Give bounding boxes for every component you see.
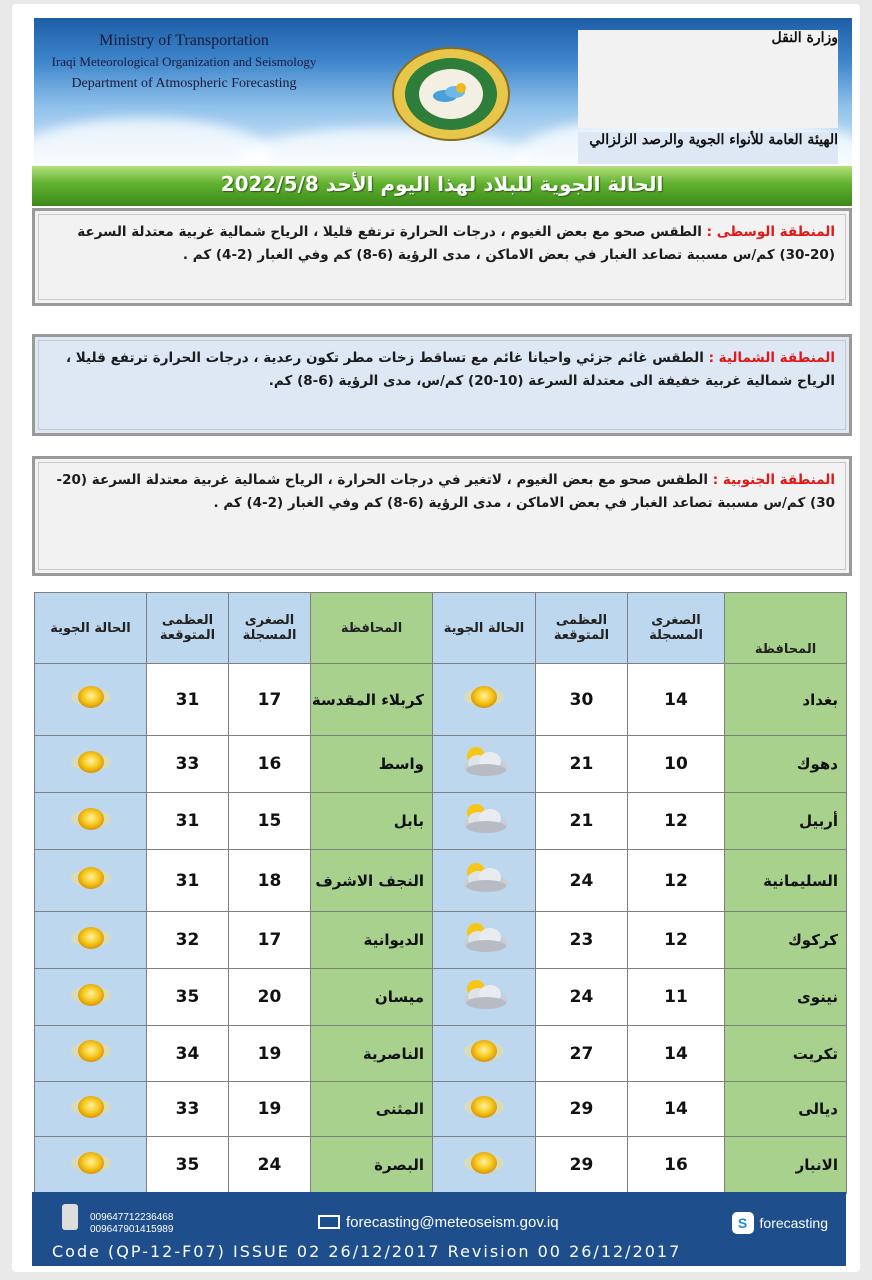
weather-condition-cell: [35, 664, 147, 736]
table-row: [35, 793, 847, 850]
letterhead-arabic: [578, 30, 838, 164]
min-temp-cell: 19: [229, 1026, 311, 1082]
max-temp-cell: 31: [147, 850, 229, 912]
letterhead-banner: [34, 18, 852, 164]
weather-condition-cell: [433, 736, 536, 793]
email-icon: [318, 1215, 340, 1229]
min-temp-cell: 16: [229, 736, 311, 793]
max-temp-cell: 33: [147, 1082, 229, 1137]
table-row: [35, 664, 847, 736]
min-temp-cell: 11: [628, 969, 725, 1026]
min-temp-cell: 14: [628, 664, 725, 736]
max-temp-cell: 32: [147, 912, 229, 969]
sunny-icon: [68, 803, 114, 840]
max-temp-cell: 23: [536, 912, 628, 969]
min-temp-cell: 24: [229, 1137, 311, 1194]
sunny-icon: [68, 681, 114, 718]
sunny-icon: [68, 746, 114, 783]
weather-condition-cell: [35, 1137, 147, 1194]
sunny-icon: [68, 862, 114, 899]
max-temp-cell: 29: [536, 1082, 628, 1137]
weather-condition-cell: [433, 1082, 536, 1137]
header-province-a: المحافظة: [725, 593, 847, 664]
weather-condition-cell: [35, 912, 147, 969]
max-temp-cell: 31: [147, 664, 229, 736]
organization-logo: [391, 46, 511, 142]
province-cell: دهوك: [725, 736, 847, 793]
header-min-a: الصغرى المسجلة: [628, 593, 725, 664]
report-title: الحالة الجوية للبلاد لهذا اليوم الأحد 2022/5/8: [220, 172, 664, 196]
document-footer: [32, 1192, 846, 1266]
region-north-label: المنطقة الشمالية :: [708, 350, 835, 366]
table-header-row: [35, 593, 847, 664]
province-cell: أربيل: [725, 793, 847, 850]
province-cell: الانبار: [725, 1137, 847, 1194]
province-cell: واسط: [311, 736, 433, 793]
weather-condition-cell: [433, 664, 536, 736]
table-row: [35, 969, 847, 1026]
table-row: [35, 1137, 847, 1194]
partly-cloudy-icon: [456, 921, 512, 960]
region-central: [32, 208, 852, 306]
weather-condition-cell: [35, 1082, 147, 1137]
skype-handle: forecasting: [759, 1215, 828, 1231]
province-cell: نينوى: [725, 969, 847, 1026]
max-temp-cell: 35: [147, 969, 229, 1026]
organization-name-en: Iraqi Meteorological Organization and Seismology: [51, 54, 317, 69]
region-central-label: المنطقة الوسطى :: [706, 224, 835, 240]
table-row: [35, 1026, 847, 1082]
weather-condition-cell: [433, 793, 536, 850]
partly-cloudy-icon: [456, 978, 512, 1017]
province-cell: المثنى: [311, 1082, 433, 1137]
min-temp-cell: 15: [229, 793, 311, 850]
min-temp-cell: 19: [229, 1082, 311, 1137]
province-cell: بغداد: [725, 664, 847, 736]
partly-cloudy-icon: [456, 802, 512, 841]
province-cell: كربلاء المقدسة: [311, 664, 433, 736]
min-temp-cell: 17: [229, 664, 311, 736]
header-condition-a: الحالة الجوية: [433, 593, 536, 664]
phone-icon: [62, 1204, 78, 1230]
max-temp-cell: 33: [147, 736, 229, 793]
min-temp-cell: 18: [229, 850, 311, 912]
min-temp-cell: 17: [229, 912, 311, 969]
sunny-icon: [461, 1147, 507, 1184]
weather-condition-cell: [35, 793, 147, 850]
max-temp-cell: 21: [536, 736, 628, 793]
min-temp-cell: 20: [229, 969, 311, 1026]
weather-condition-cell: [433, 1026, 536, 1082]
partly-cloudy-icon: [456, 861, 512, 900]
province-cell: الديوانية: [311, 912, 433, 969]
weather-condition-cell: [433, 969, 536, 1026]
min-temp-cell: 10: [628, 736, 725, 793]
max-temp-cell: 35: [147, 1137, 229, 1194]
min-temp-cell: 14: [628, 1026, 725, 1082]
province-cell: البصرة: [311, 1137, 433, 1194]
region-south-text: الطقس صحو مع بعض الغيوم ، لاتغير في درجات الحرارة ، الرياح شمالية غربية معتدلة السرعة (20-30) كم/س مسببة تصاعد الغبار في بعض الاماكن ، مدى الرؤية (6-8) كم وفي الغبار (2-4) كم .: [56, 472, 835, 511]
sunny-icon: [68, 979, 114, 1016]
max-temp-cell: 24: [536, 969, 628, 1026]
province-cell: كركوك: [725, 912, 847, 969]
department-name-en: Department of Atmospheric Forecasting: [71, 76, 297, 91]
table-row: [35, 1082, 847, 1137]
min-temp-cell: 12: [628, 793, 725, 850]
min-temp-cell: 12: [628, 850, 725, 912]
max-temp-cell: 34: [147, 1026, 229, 1082]
province-cell: ديالى: [725, 1082, 847, 1137]
document-code: Code (QP-12-F07) ISSUE 02 26/12/2017 Revision 00 26/12/2017: [52, 1242, 682, 1261]
weather-condition-cell: [35, 736, 147, 793]
province-cell: الناصرية: [311, 1026, 433, 1082]
header-province-b: المحافظة: [311, 593, 433, 664]
header-condition-b: الحالة الجوية: [35, 593, 147, 664]
province-cell: السليمانية: [725, 850, 847, 912]
min-temp-cell: 16: [628, 1137, 725, 1194]
min-temp-cell: 12: [628, 912, 725, 969]
max-temp-cell: 30: [536, 664, 628, 736]
header-max-a: العظمى المتوقعة: [536, 593, 628, 664]
title-bar: [32, 166, 852, 206]
min-temp-cell: 14: [628, 1082, 725, 1137]
province-cell: تكريت: [725, 1026, 847, 1082]
region-north-text: الطقس غائم جزئي واحيانا غائم مع تساقط زخات مطر تكون رعدية ، درجات الحرارة ترتفع قليلا ، الرياح شمالية غربية خفيفة الى معتدلة السرعة (10-20) كم/س، مدى الرؤية (6-8) كم.: [65, 350, 835, 389]
weather-condition-cell: [433, 912, 536, 969]
sunny-icon: [461, 1035, 507, 1072]
email-address[interactable]: forecasting@meteoseism.gov.iq: [346, 1214, 559, 1231]
forecast-table: [34, 592, 847, 1194]
max-temp-cell: 21: [536, 793, 628, 850]
max-temp-cell: 29: [536, 1137, 628, 1194]
province-cell: النجف الاشرف: [311, 850, 433, 912]
ministry-name-ar: وزارة النقل: [578, 30, 838, 128]
phone-number-1: 009647712236468: [90, 1212, 174, 1223]
sunny-icon: [68, 1035, 114, 1072]
province-cell: ميسان: [311, 969, 433, 1026]
max-temp-cell: 31: [147, 793, 229, 850]
table-row: [35, 912, 847, 969]
sunny-icon: [461, 1091, 507, 1128]
sunny-icon: [68, 1091, 114, 1128]
region-south: [32, 456, 852, 576]
header-max-b: العظمى المتوقعة: [147, 593, 229, 664]
weather-condition-cell: [35, 850, 147, 912]
province-cell: بابل: [311, 793, 433, 850]
header-min-b: الصغرى المسجلة: [229, 593, 311, 664]
region-south-label: المنطقة الجنوبية :: [712, 472, 835, 488]
region-central-text: الطقس صحو مع بعض الغيوم ، درجات الحرارة ترتفع قليلا ، الرياح شمالية غربية معتدلة السرعة (20-30) كم/س مسببة تصاعد الغبار في بعض الاماكن ، مدى الرؤية (6-8) كم وفي الغبار (2-4) كم .: [77, 224, 835, 263]
weather-condition-cell: [433, 850, 536, 912]
table-row: [35, 850, 847, 912]
phone-number-2: 009647901415989: [90, 1224, 174, 1235]
organization-name-ar: الهيئة العامة للأنواء الجوية والرصد الزلزالي: [578, 132, 838, 164]
partly-cloudy-icon: [456, 745, 512, 784]
max-temp-cell: 27: [536, 1026, 628, 1082]
weather-condition-cell: [35, 1026, 147, 1082]
table-row: [35, 736, 847, 793]
sunny-icon: [68, 922, 114, 959]
max-temp-cell: 24: [536, 850, 628, 912]
sunny-icon: [68, 1147, 114, 1184]
letterhead-english: [34, 32, 334, 92]
weather-condition-cell: [35, 969, 147, 1026]
region-north: [32, 334, 852, 436]
ministry-name-en: Ministry of Transportation: [99, 32, 269, 49]
weather-condition-cell: [433, 1137, 536, 1194]
sunny-icon: [461, 681, 507, 718]
skype-icon: S: [732, 1212, 754, 1234]
